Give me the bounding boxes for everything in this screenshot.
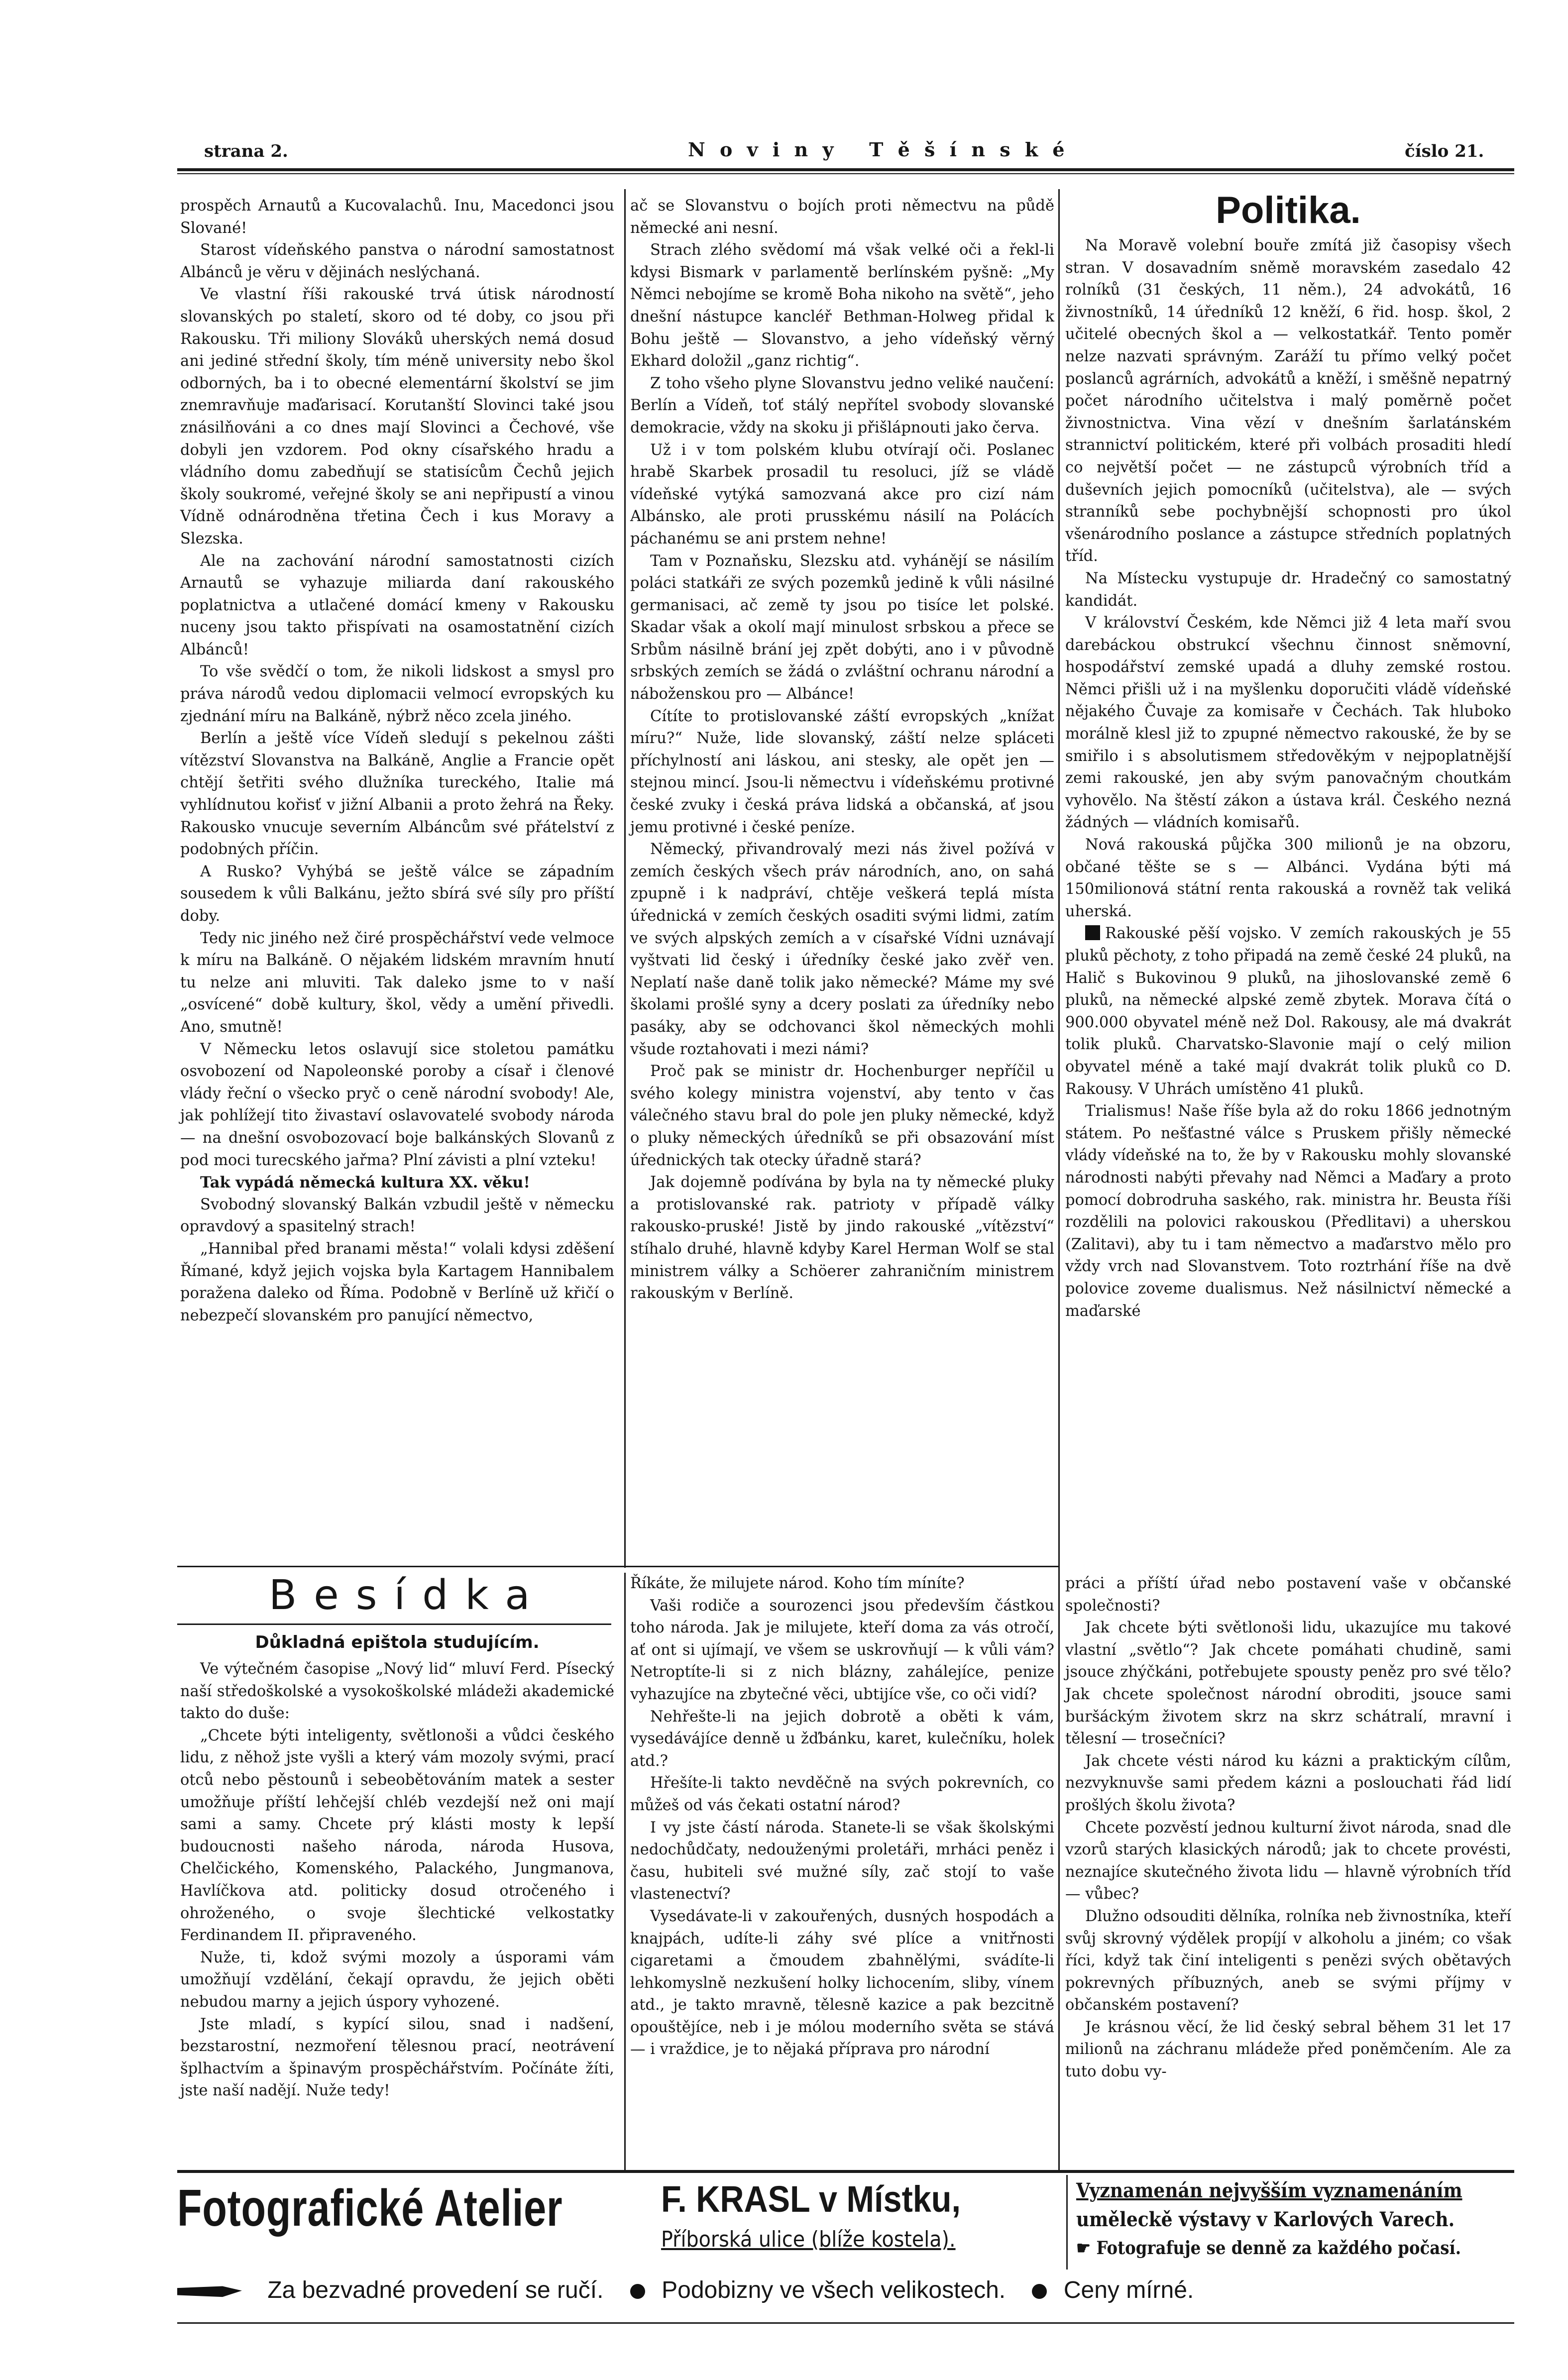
- article-paragraph: prospěch Arnautů a Kucovalachů. Inu, Macedonci jsou Slované!: [180, 197, 614, 237]
- politika-paragraph: V království Českém, kde Němci již 4 leta maří svou darebáckou obstrukcí všechnu činnost sněmovní, hospodářství zemské upadá a dluhy zemské rostou. Němci přišli už i na myšlenku doporučiti vládě vídeňské nějakého Čuvaje za komisaře v Čechách. Tak hluboko morálně klesl již to zpupné němectvo rakouské, že by se smiřilo i s absolutismem středověkým v nejpoplatnější zemi rakouské, jen aby svým panovačným choutkám vyhovělo. Na štěstí zákon a ústava král. Českého nezná žádných — vládních komisařů.: [1065, 614, 1511, 832]
- besidka-paragraph: Jste mladí, s kypící silou, snad i nadšení, bezstarostní, nezmoření tělesnou prací, neotrávení šplhactvím a špinavým prospěchářstvím. Počínáte žíti, jste naší nadějí. Nuže tedy!: [180, 2015, 614, 2100]
- besidka-paragraph: Dlužno odsouditi dělníka, rolníka neb živnostníka, kteří svůj skrovný výdělek propíjí v alkoholu a jiném; co však říci, když tak činí inteligenti s penězi svých obětavých pokrevných příbuzných, aneb se svými příjmy v občanském postavení?: [1065, 1907, 1511, 2014]
- article-paragraph: Tam v Poznaňsku, Slezsku atd. vyhánějí se násilím poláci statkáři ze svých pozemků jedině k vůli násilné germanisaci, ač země ty jsou po tisíce let polské. Skadar však a okolí mají minulost srbskou a přece se Srbům násilně brání jej zpět dobýti, ano i v původně srbských zemích se žádá o zvláštní ochranu národní a náboženskou pro — Albánce!: [630, 552, 1054, 703]
- besidka-paragraph: Říkáte, že milujete národ. Koho tím míníte?: [630, 1575, 965, 1592]
- column-divider: [1058, 1573, 1060, 2170]
- ad-address-text: Příborská ulice (blíže kostela).: [661, 2227, 956, 2252]
- besidka-paragraph: Nehřešte-li na jejich dobrotě a oběti k vám, vysedávájíce denně u žďbánku, karet, kulečníku, holek atd.?: [630, 1708, 1054, 1770]
- article-column-1: [180, 195, 614, 1327]
- article-paragraph: Německý, přivandrovalý mezi nás živel požívá v zemích českých všech práv národních, ano, on sahá zpupně i k nadpráví, chtěje veškerá teplá místa úřednická v zemích českých osaditi svými lidmi, zatím ve svých alpských zemích a v císařské Vídni uznávají vyštvati lid český i úředníky české jako zvěř ven. Neplatí naše daně tolik jako německé? Máme my své školami prošlé syny a dcery poslati za úředníky nebo pasáky, aby se odchovanci škol německých mohli všude roztahovati i mezi námi?: [630, 841, 1054, 1058]
- besidka-paragraph: „Chcete býti inteligenty, světlonoši a vůdci českého lidu, z něhož jste vyšli a který vám mozoly svými, prací otců nebo pěstounů i sebeobětováním matek a sester umožňuje příští lehčejší chléb vezdejší než oni mají sami a samy. Chcete prý klásti mosty k lepší budoucnosti našeho národa, národa Husova, Chelčického, Komenského, Palackého, Jungmanova, Havlíčkova atd. politicky dosud otročeného i ohroženého, o svoje šlechtické velkostatky Ferdinandem II. připraveného.: [180, 1727, 614, 1945]
- bullet-icon: [1032, 2284, 1047, 2299]
- column-divider: [624, 1573, 626, 2170]
- ad-bottom-text-2: Podobizny ve všech velikostech.: [662, 2277, 1006, 2303]
- ad-bottom-text-1: Za bezvadné provedení se ručí.: [267, 2277, 604, 2303]
- ad-award-line-2: uměleckě výstavy v Karlových Varech.: [1076, 2208, 1455, 2231]
- ad-bottom-text-3: Ceny mírné.: [1063, 2277, 1194, 2303]
- besidka-paragraph: Vaši rodiče a sourozenci jsou především částkou toho národa. Jak je milujete, kteří doma za vás otročí, ať ont si ujímají, ve všem se uskrovňují — k vůli vám? Netroptíte-li si z nich blázny, zahálejíce, penize vyhazujíce na zbytečné věci, ubtijíce vše, co oči vidí?: [630, 1597, 1054, 1703]
- article-column-2: [630, 195, 1054, 1305]
- article-paragraph: Tedy nic jiného než čiré prospěchářství vede velmoce k míru na Balkáně. O nějakém lidském mravním hnutí tu nelze ani mluviti. Tak daleko jsme to v naší „osvícené“ době kultury, škol, vědy a umění přivedli. Ano, smutně!: [180, 929, 614, 1036]
- article-paragraph: V Německu letos oslavují sice stoletou památku osvobození od Napoleonské poroby a císař i členové vlády řeční o všecko pryč o ceně národní svobody! Ale, jak pohlížejí tito živastaví oslavovatelé svobody národa — na dnešní osvobozovací boje balkánských Slovanů z pod moci turecského jařma? Plní závisti a plní vzteku!: [180, 1040, 614, 1169]
- article-paragraph: Proč pak se ministr dr. Hochenburger nepříčil u svého kolegy ministra vojenství, aby tento v čas válečného stavu bral do pole jen pluky německé, když o pluky německých úředníků se při obsazování míst úřednických tak otecky úřadně stará?: [630, 1063, 1054, 1169]
- ad-owner: F. KRASL v Místku,: [661, 2178, 961, 2220]
- besidka-paragraph: Ve výtečném časopise „Nový lid“ mluví Ferd. Písecký naší středoškolské a vysokoškolské mládeži akademické takto do duše:: [180, 1660, 614, 1723]
- advertisement-bottom-rule: [177, 2322, 1514, 2324]
- article-paragraph: Jak dojemně podívána by byla na ty německé pluky a protislovanské rak. patrioty v případě války rakousko-pruské! Jistě by jindo rakouské „vítězství“ stíhalo druhé, hlavně kdyby Karel Herman Wolf se stal ministrem války a Schöerer zahraničním ministrem rakouským v Berlíně.: [630, 1174, 1054, 1302]
- column-divider: [624, 189, 626, 1568]
- politika-paragraph-text: Rakouské pěší vojsko. V zemích rakouských je 55 pluků pěchoty, z toho připadá na země české 24 pluků, na Halič s Bukovinou 9 pluků, na jihoslovanské země 6 pluků, na německé alpské země zbytek. Morava čítá o 900.000 obyvatel méně než Dol. Rakousy, ale má dvakrát tolik pluků. Charvatsko-Slavonie mají o celý milion obyvatel méně a také mají dvakrát tolik pluků co D. Rakousy. V Uhrách umístěno 41 pluků.: [1065, 925, 1511, 1098]
- besidka-column-2: [630, 1573, 1054, 2061]
- politika-paragraph: [1065, 923, 1511, 1100]
- politika-column: [1065, 189, 1511, 1322]
- politika-paragraph: Na Moravě volební bouře zmítá již časopisy všech stran. V dosavadním sněmě moravském zasedalo 42 rolníků (31 českých, 11 něm.), 24 advokátů, 16 živnostníků, 14 úředníků 12 kněží, 6 řid. hosp. škol, 2 učitelé obecných škol a — velkostatkář. Tento poměr nelze nazvati správným. Zaráží tu přímo velký počet poslanců agrárních, advokátů a kněží, i směšně nepatrný počet národního učitelstva i malý poměrně počet živnostnictva. Vina vězí v dnešním šarlatánském strannictví politickém, které při volbách prosaditi hledí co největší počet — ne zástupců výrobních tříd a duševních jejich pomocníků (učitelstva), ale — svých stranníků sebe pochybnější schopnosti pro úkol všenárodního poslance a zástupce středních poplatných tříd.: [1065, 237, 1511, 565]
- pointing-hand-icon: ☛: [1076, 2238, 1097, 2259]
- besidka-paragraph: Vysedávate-li v zakouřených, dusných hospodách a knajpách, udíte-li záhy své plíce a vnitřnosti cigaretami a čmoudem zbahnělými, svádíte-li lehkomyslně nezkušení holky lichocením, sliby, vínem atd., je takto mravně, tělesně kazice a pak bezcitně opouštějíce, neb i je mólou moderního světa se stává — i vraždice, je to nějaká příprava pro národní: [630, 1907, 1054, 2058]
- header-rule: [177, 168, 1514, 171]
- bullet-icon: [630, 2284, 645, 2299]
- besidka-paragraph: Hřešíte-li takto nevděčně na svých pokrevních, co můžeš od vás čekati ostatní národ?: [630, 1774, 1054, 1814]
- besidka-paragraph: práci a příští úřad nebo postavení vaše v občanské společnosti?: [1065, 1575, 1511, 1615]
- ad-award-line-1: Vyznamenán nejvyšším vyznamenáním: [1076, 2179, 1462, 2202]
- article-paragraph: Z toho všeho plyne Slovanstvu jedno veliké naučení: Berlín a Vídeň, toť stálý nepřítel svobody slovanské demokracie, vždy na skoku ji přišlápnouti jako červa.: [630, 374, 1054, 436]
- besidka-column-3: [1065, 1573, 1511, 2083]
- article-paragraph: ač se Slovanstvu o bojích proti němectvu na půdě německé ani nesní.: [630, 197, 1054, 237]
- article-paragraph: Svobodný slovanský Balkán vzbudil ještě v německu opravdový a spasitelný strach!: [180, 1195, 614, 1236]
- article-paragraph: Tak vypádá německá kultura XX. věku!: [200, 1174, 530, 1192]
- ad-address: [661, 2227, 956, 2252]
- besidka-column-1: [180, 1626, 614, 2102]
- page-label: strana 2.: [204, 141, 288, 161]
- besidka-paragraph: Nuže, ti, kdož svými mozoly a úsporami vám umožňují vzdělání, čekají opravdu, že jejich oběti nebudou marny a jejich úspory vyhozené.: [180, 1948, 614, 2011]
- pointing-hand-icon: [177, 2282, 242, 2300]
- newspaper-title: N o v i n y T ě š í n s k é: [688, 138, 1069, 161]
- article-paragraph: „Hannibal před branami města!“ volali kdysi zděšení Římané, když jejich vojska byla Kartagem Hannibalem poražena daleko od Říma. Podobně v Berlíně už křičí o nebezpečí slovanském pro panující němectvo,: [180, 1240, 614, 1324]
- besidka-paragraph: Je krásnou věcí, že lid český sebral během 31 let 17 milionů na záchranu mládeže před poněmčením. Ale za tuto dobu vy-: [1065, 2018, 1511, 2081]
- section-divider: [177, 1566, 1058, 1567]
- article-paragraph: Ale na zachování národní samostatnosti cizích Arnautů se vyhazuje miliarda daní rakouského poplatnictva a utlačené domácí kmeny v Rakousku nuceny jsou takto přispívati na osamostatnění cizích Albánců!: [180, 552, 614, 658]
- article-paragraph: To vše svědčí o tom, že nikoli lidskost a smysl pro práva národů vedou diplomacii velmocí evropských ku zjednání míru na Balkáně, nýbrž něco zcela jiného.: [180, 663, 614, 725]
- ad-award-line-3: [1076, 2238, 1461, 2259]
- article-paragraph: Berlín a ještě více Vídeň sledují s pekelnou zášti vítězství Slovanstva na Balkáně, Anglie a Francie opět chtějí šetřiti svého dlužníka tureckého, Italie má vyhlídnutou kořisť v jižní Albanii a proto žehrá na Řeky. Rakousko vnucuje severním Albáncům své přátelství z podobných příčin.: [180, 730, 614, 859]
- politika-heading: Politika.: [1216, 189, 1361, 231]
- ad-studio-title: Fotografické Atelier: [177, 2179, 563, 2237]
- flag-icon: [1085, 925, 1100, 940]
- column-divider: [1058, 189, 1060, 1573]
- politika-paragraph: Na Místecku vystupuje dr. Hradečný co samostatný kandidát.: [1065, 569, 1511, 610]
- article-paragraph: Už i v tom polském klubu otvírají oči. Poslanec hrabě Skarbek prosadil tu resoluci, jíž se vládě vídeňské vytýká samozvaná akce pro cizí nám Albánsko, ale proti prusskému násilí na Polácích páchanému se ani prstem nehne!: [630, 441, 1054, 547]
- article-paragraph: A Rusko? Vyhýbá se ještě válce se západním sousedem k vůli Balkánu, ježto sbírá své síly pro příští doby.: [180, 863, 614, 925]
- ad-bottom-line: [177, 2276, 1194, 2304]
- besidka-paragraph: Chcete pozvěstí jednou kulturní život národa, snad dle vzorů starých klasických národů; jak to chcete provésti, neznajíce skutečného života lidu — hlavně výrobních tříd — vůbec?: [1065, 1819, 1511, 1903]
- article-paragraph: Strach zlého svědomí má však velké oči a řekl-li kdysi Bismark v parlamentě berlínském pyšně: „My Němci nebojíme se kromě Boha nikoho na světě“, jeho dnešní nástupce kancléř Bethman-Holweg přidal k Bohu ještě — Slovanstvo, a jeho vídeňský věrný Ekhard doložil „ganz richtig“.: [630, 241, 1054, 370]
- ad-award-line-3-text: Fotografuje se denně za každého počasí.: [1096, 2238, 1461, 2259]
- article-paragraph: Starost vídeňského panstva o národní samostatnost Albánců je věru v dějinách neslýchaná.: [180, 241, 614, 281]
- politika-paragraph: Nová rakouská půjčka 300 milionů je na obzoru, občané těšte se s — Albánci. Vydána býti má 150milionová státní renta rakouská a rovněž tak veliká uherská.: [1065, 836, 1511, 920]
- besidka-heading: [269, 1572, 547, 1620]
- advertisement-rule: [177, 2170, 1514, 2173]
- ad-divider: [1066, 2175, 1068, 2270]
- header-rule-thin: [177, 173, 1514, 174]
- besidka-title: Besídka: [269, 1572, 547, 1619]
- besidka-subheading: Důkladná epištola studujícím.: [255, 1632, 540, 1652]
- politika-paragraph: Trialismus! Naše říše byla až do roku 1866 jednotným státem. Po nešťastné válce s Pruskem přišly německé vlády vídeňské na to, že by v Rakousku mohly slovanské národnosti nabýti převahy nad Němci a Maďary a proto pomocí dobrodruha saského, rak. ministra hr. Beusta říši rozdělili na polovici rakouskou (Předlitavi) a uherskou (Zalitavi), aby tu i tam němectvo a maďarstvo mělo pro vždy vrch nad Slovanstvem. Toto roztrhání říše na dvě polovice zoveme dualismus. Než násilnictví německé a maďarské: [1065, 1102, 1511, 1320]
- issue-label: číslo 21.: [1405, 141, 1484, 161]
- besidka-paragraph: Jak chcete vésti národ ku kázni a praktickým cílům, nezvyknuvše sami předem kázni a poslouchati řád lidí prošlých školu života?: [1065, 1752, 1511, 1814]
- besidka-rule: [177, 1623, 611, 1625]
- besidka-paragraph: I vy jste částí národa. Stanete-li se však školskými nedochůdčaty, nedouženými proletáři, mrháci peněz i času, hubiteli své mužné síly, zač stojí to vaše vlastenectví?: [630, 1819, 1054, 1903]
- article-paragraph: Ve vlastní říši rakouské trvá útisk národností slovanských po staletí, skoro od té doby, co jsou při Rakousku. Tři miliony Slováků uherských nemá dosud ani jediné střední školy, tím méně university nebo škol odborných, ba i to obecné elementární školství se jim znemravňuje maďarisací. Korutanští Slovinci také jsou znásilňováni a co dnes mají Slovinci a Čechové, vše dobyli jen vzdorem. Pod okny císařského hradu a vládního domu zabedňují se statisícům Čechů jejich školy soukromé, veřejné školy se ani nepřipustí a vinou Vídně odnárodněna třetina Čech i kus Moravy a Slezska.: [180, 286, 614, 547]
- article-paragraph: Cítíte to protislovanské záští evropských „knížat míru?“ Nuže, lide slovanský, záští nelze spláceti příchylností ani láskou, ani stesky, ale opět jen — stejnou mincí. Jsou-li němectvu i vídeňskému protivné české zvuky i česká práva lidská a občanská, ať jsou jemu protivné i české peníze.: [630, 707, 1054, 836]
- besidka-paragraph: Jak chcete býti světlonoši lidu, ukazujíce mu takové vlastní „světlo“? Jak chcete pomáhati chudině, sami jsouce zhýčkáni, potřebujete spousty peněz pro své tělo? Jak chcete společnost národní obroditi, jsouce sami buršáckým životem skrz na skrz schátralí, mravní i tělesní — trosečníci?: [1065, 1619, 1511, 1748]
- advertisement: [177, 2175, 1514, 2356]
